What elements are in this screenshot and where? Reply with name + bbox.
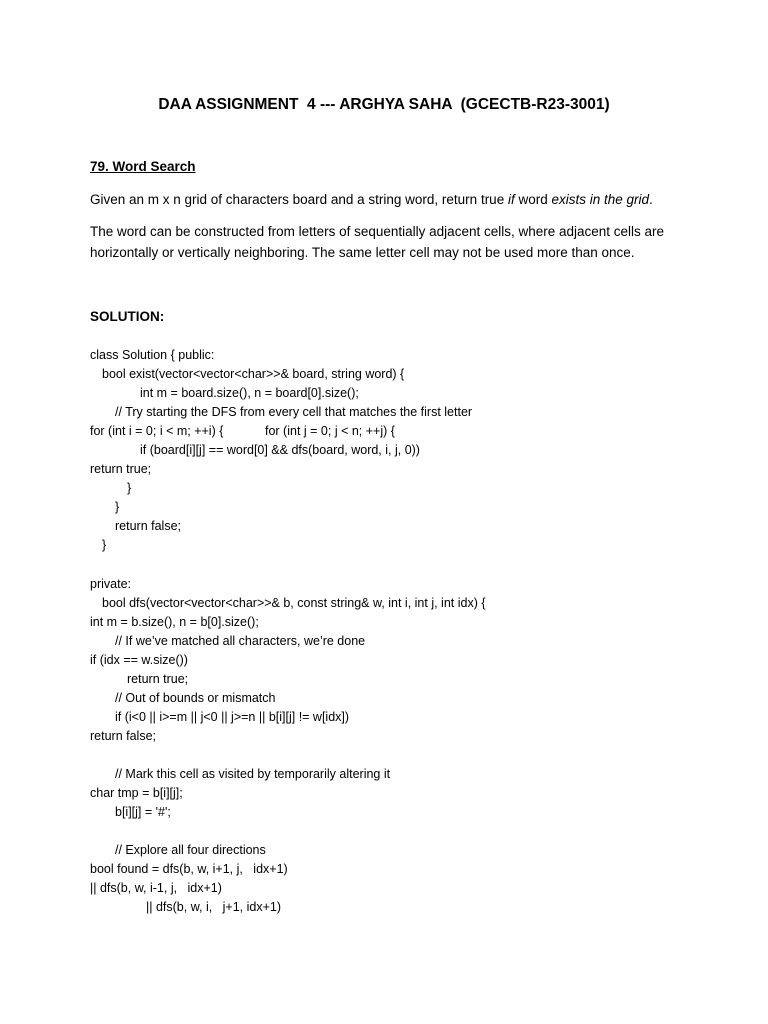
code-text: private: [90, 576, 131, 591]
constraints-paragraph: The word can be constructed from letters of sequentially adjacent cells, where adjacent cells are horizontally or vertically neighboring. The same letter cell may not be used more than once. [90, 224, 665, 260]
code-text: || dfs(b, w, i, j+1, idx+1) [146, 900, 282, 915]
code-text: b[i][j] = '#'; [115, 805, 171, 820]
problem-description-paragraph [90, 189, 690, 210]
code-text: class Solution { public: [90, 348, 215, 362]
code-text: } [127, 481, 132, 496]
code-text: } [102, 538, 107, 553]
code-text: char tmp = b[i][j]; [90, 786, 183, 801]
code-text: // If we’ve matched all characters, we’re done [115, 633, 366, 648]
description-italic-if: if [507, 192, 515, 207]
code-text: bool found = dfs(b, w, i+1, j, idx+1) [90, 862, 288, 877]
code-text: // Out of bounds or mismatch [115, 690, 276, 705]
description-text: word [514, 192, 552, 207]
code-text: } [115, 500, 120, 515]
description-text: Given an m x n grid of characters board and a string word, return true [90, 192, 508, 207]
code-text: if (i<0 || i>=m || j<0 || j>=n || b[i][j] != w[idx]) [115, 709, 350, 724]
code-text: return false; [90, 728, 157, 743]
code-text: bool exist(vector<vector<char>>& board, string word) { [102, 367, 405, 382]
code-text: return false; [115, 519, 182, 534]
code-text: bool dfs(vector<vector<char>>& b, const string& w, int i, int j, int idx) { [102, 595, 486, 610]
code-text: || dfs(b, w, i-1, j, idx+1) [90, 881, 222, 896]
code-text: for (int j = 0; j < n; ++j) { [265, 424, 395, 439]
description-text: . [649, 192, 653, 207]
code-text: return true; [90, 462, 152, 477]
code-text: for (int i = 0; i < m; ++i) { [90, 424, 224, 439]
code-text: // Try starting the DFS from every cell that matches the first letter [115, 405, 473, 420]
code-text: // Mark this cell as visited by temporarily altering it [115, 767, 391, 782]
document-title: DAA ASSIGNMENT 4 --- ARGHYA SAHA (GCECTB-R23-3001) [158, 96, 610, 113]
code-text: int m = board.size(), n = board[0].size(); [140, 386, 359, 401]
solution-label: SOLUTION: [90, 309, 165, 324]
code-text: if (idx == w.size()) [90, 652, 188, 667]
code-text: int m = b.size(), n = b[0].size(); [90, 614, 259, 629]
code-text: return true; [127, 671, 189, 686]
code-text: // Explore all four directions [115, 843, 266, 858]
code-text: if (board[i][j] == word[0] && dfs(board, word, i, j, 0)) [140, 443, 420, 458]
problem-heading: 79. Word Search [90, 159, 196, 174]
description-italic-exists: exists in the grid [551, 192, 650, 207]
